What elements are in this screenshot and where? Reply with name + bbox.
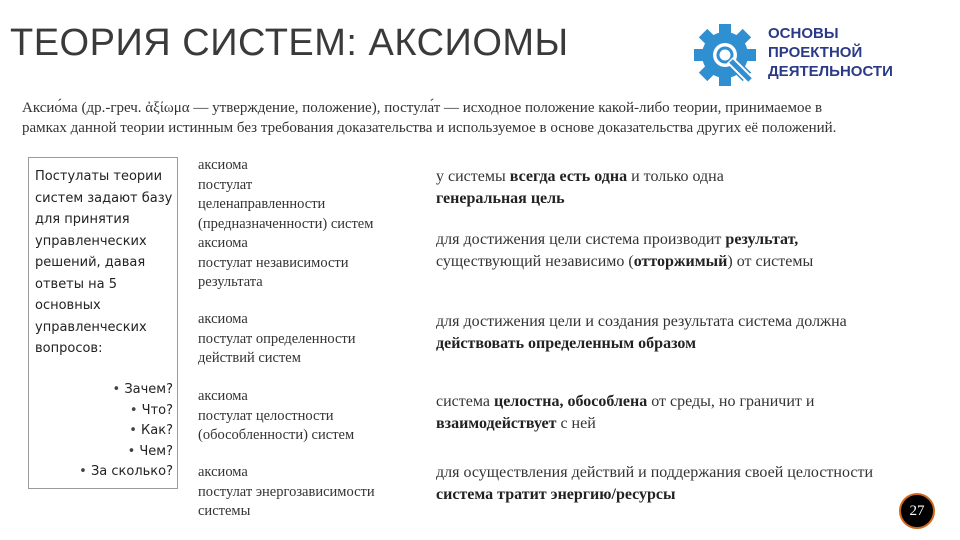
- axiom-name-line: постулат энергозависимости: [198, 483, 375, 500]
- axiom-description: [436, 311, 896, 355]
- axiom-name: [198, 463, 418, 522]
- desc-text: ) от системы: [727, 253, 814, 270]
- axiom-name-line: результата: [198, 274, 263, 290]
- desc-text: система: [436, 393, 494, 410]
- desc-emphasis: всегда есть одна: [509, 168, 628, 185]
- axiom-name: [198, 310, 418, 369]
- desc-text: существующий независимо (: [436, 253, 634, 270]
- logo-line-3: ДЕЯТЕЛЬНОСТИ: [768, 63, 893, 80]
- desc-emphasis: отторжимый: [633, 253, 728, 270]
- axiom-description: [436, 229, 896, 273]
- axiom-name-line: постулат определенности: [198, 330, 356, 347]
- postulates-box: [28, 157, 178, 489]
- questions-list: [79, 380, 173, 483]
- desc-text: у системы: [436, 168, 510, 185]
- desc-text: от среды, но граничит и: [647, 393, 815, 410]
- page-number-badge: 27: [899, 493, 935, 529]
- axiom-name-line: аксиома: [198, 311, 248, 327]
- desc-emphasis: генеральная цель: [436, 190, 565, 207]
- question-item: • Что?: [79, 401, 173, 422]
- axiom-name-line: аксиома: [198, 388, 248, 404]
- desc-text: для достижения цели и создания результата система должна: [436, 313, 847, 330]
- question-item: • Чем?: [79, 442, 173, 463]
- axiom-name-line: системы: [198, 503, 251, 519]
- gear-magnifier-icon: [690, 20, 760, 90]
- axiom-name-line: аксиома: [198, 157, 248, 173]
- axiom-name-line: аксиома: [198, 464, 248, 480]
- axiom-name-line: постулат целостности: [198, 407, 334, 424]
- logo: [690, 20, 920, 90]
- slide-title: ТЕОРИЯ СИСТЕМ: АКСИОМЫ: [10, 22, 569, 64]
- axiom-name-line: (обособленности) систем: [198, 427, 355, 443]
- desc-emphasis: система тратит энергию/ресурсы: [436, 486, 676, 503]
- desc-emphasis: целостна, обособлена: [493, 393, 648, 410]
- axiom-name: [198, 234, 418, 293]
- desc-text: и только одна: [627, 168, 724, 185]
- postulates-lead: Постулаты теории систем задают базу для принятия управленческих решений, давая ответы на 5 основных управленческих вопросов:: [35, 169, 173, 356]
- desc-emphasis: результат,: [725, 231, 799, 248]
- question-item: • Как?: [79, 421, 173, 442]
- axiom-name-line: постулат независимости: [198, 254, 349, 271]
- desc-text: для осуществления действий и поддержания своей целостности: [436, 464, 874, 481]
- axiom-description: [436, 462, 896, 506]
- intro-definition: Аксио́ма (др.-греч. ἀξίωμα — утверждение, положение), постула́т — исходное положение какой-либо теории, принимаемое в рамках данной теории истинным без требования доказательства и используемое в основе доказательства других её положений.: [22, 100, 837, 136]
- desc-emphasis: взаимодействует: [436, 415, 557, 432]
- axiom-name-line: целенаправленности: [198, 196, 326, 212]
- axiom-name-line: (предназначенности) систем: [198, 215, 374, 232]
- axiom-name-line: постулат: [198, 176, 253, 193]
- desc-text: для достижения цели система производит: [436, 231, 726, 248]
- desc-text: с ней: [556, 415, 596, 432]
- axiom-name: [198, 387, 418, 446]
- question-item: • За сколько?: [79, 462, 173, 483]
- axiom-description: [436, 166, 896, 210]
- desc-emphasis: действовать определенным образом: [436, 335, 696, 352]
- axiom-name: [198, 156, 418, 234]
- logo-text: [768, 24, 893, 81]
- axiom-description: [436, 391, 896, 435]
- axiom-name-line: аксиома: [198, 235, 248, 251]
- logo-line-1: ОСНОВЫ: [768, 25, 839, 42]
- axiom-name-line: действий систем: [198, 350, 301, 366]
- logo-line-2: ПРОЕКТНОЙ: [768, 44, 863, 61]
- question-item: • Зачем?: [79, 380, 173, 401]
